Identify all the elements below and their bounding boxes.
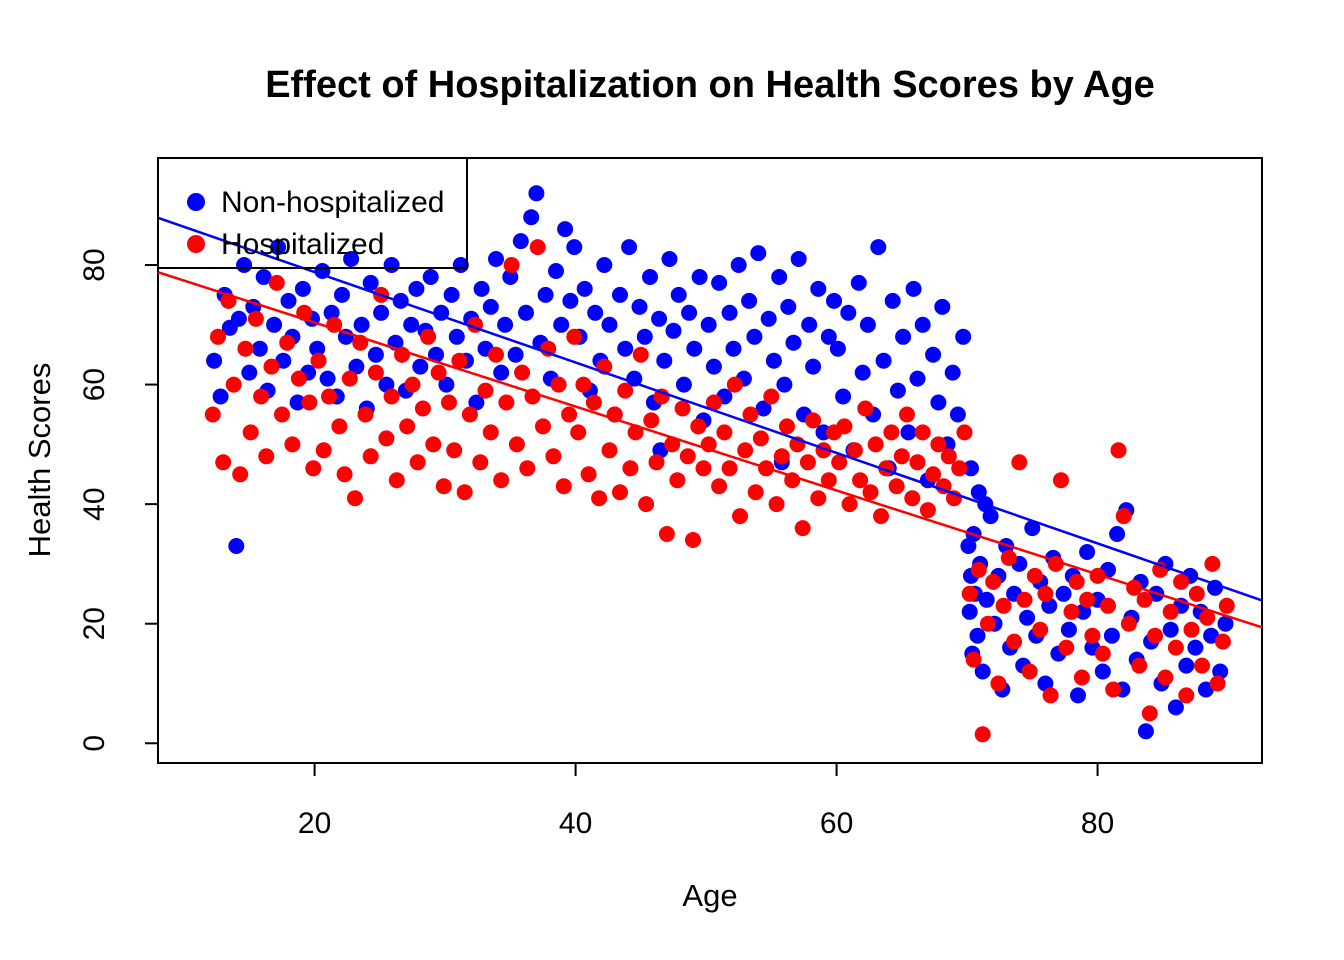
data-point — [444, 287, 460, 303]
data-point — [1079, 592, 1095, 608]
data-point — [1011, 454, 1027, 470]
data-point — [810, 281, 826, 297]
data-point — [472, 454, 488, 470]
data-point — [1184, 622, 1200, 638]
data-point — [1210, 676, 1226, 692]
data-point — [731, 257, 747, 273]
data-point — [441, 395, 457, 411]
data-point — [906, 281, 922, 297]
data-point — [1053, 472, 1069, 488]
data-point — [612, 484, 628, 500]
data-point — [915, 424, 931, 440]
data-point — [354, 317, 370, 333]
data-point — [801, 317, 817, 333]
data-point — [706, 359, 722, 375]
legend-label-non-hospitalized: Non-hospitalized — [221, 186, 445, 219]
data-point — [1064, 604, 1080, 620]
data-point — [830, 341, 846, 357]
data-point — [840, 305, 856, 321]
data-point — [551, 377, 567, 393]
data-point — [241, 365, 257, 381]
data-point — [483, 424, 499, 440]
data-point — [581, 466, 597, 482]
data-point — [446, 442, 462, 458]
data-point — [405, 377, 421, 393]
data-point — [408, 281, 424, 297]
x-tick-label: 80 — [1080, 807, 1115, 840]
data-point — [474, 281, 490, 297]
data-point — [741, 293, 757, 309]
data-point — [337, 466, 353, 482]
data-point — [279, 335, 295, 351]
data-point — [746, 329, 762, 345]
y-tick-label: 40 — [78, 487, 111, 521]
data-point — [1061, 622, 1077, 638]
data-point — [373, 305, 389, 321]
data-point — [750, 245, 766, 261]
data-point — [305, 460, 321, 476]
data-point — [509, 436, 525, 452]
data-point — [389, 472, 405, 488]
data-point — [321, 389, 337, 405]
data-point — [966, 652, 982, 668]
data-point — [1215, 634, 1231, 650]
data-point — [538, 287, 554, 303]
data-point — [737, 442, 753, 458]
data-point — [1022, 664, 1038, 680]
data-point — [436, 478, 452, 494]
data-point — [566, 239, 582, 255]
data-point — [873, 508, 889, 524]
data-point — [368, 347, 384, 363]
data-point — [716, 424, 732, 440]
data-point — [980, 616, 996, 632]
data-point — [951, 460, 967, 476]
data-point — [786, 335, 802, 351]
data-point — [1001, 550, 1017, 566]
data-point — [1163, 622, 1179, 638]
data-point — [213, 389, 229, 405]
data-point — [462, 407, 478, 423]
data-point — [1142, 705, 1158, 721]
data-point — [1178, 687, 1194, 703]
data-point — [696, 460, 712, 476]
data-point — [1104, 628, 1120, 644]
data-point — [334, 287, 350, 303]
data-point — [910, 454, 926, 470]
data-point — [483, 299, 499, 315]
data-point — [669, 472, 685, 488]
data-point — [557, 221, 573, 237]
data-point — [774, 448, 790, 464]
data-point — [791, 251, 807, 267]
chart-title: Effect of Hospitalization on Health Scores by Age — [265, 64, 1155, 106]
data-point — [1105, 682, 1121, 698]
data-point — [566, 329, 582, 345]
data-point — [622, 460, 638, 476]
data-point — [228, 538, 244, 554]
data-point — [776, 377, 792, 393]
data-point — [291, 371, 307, 387]
data-point — [868, 436, 884, 452]
data-point — [1157, 670, 1173, 686]
data-point — [281, 293, 297, 309]
data-point — [701, 317, 717, 333]
data-point — [423, 269, 439, 285]
data-point — [855, 365, 871, 381]
data-point — [1204, 556, 1220, 572]
data-point — [431, 365, 447, 381]
data-point — [1194, 658, 1210, 674]
data-point — [895, 329, 911, 345]
data-point — [331, 418, 347, 434]
data-point — [237, 341, 253, 357]
data-point — [983, 508, 999, 524]
data-point — [726, 341, 742, 357]
data-point — [970, 628, 986, 644]
data-point — [205, 407, 221, 423]
data-point — [252, 341, 268, 357]
y-tick-label: 0 — [78, 734, 111, 752]
data-point — [883, 424, 899, 440]
data-point — [1111, 442, 1127, 458]
data-point — [535, 418, 551, 434]
data-point — [659, 526, 675, 542]
data-point — [632, 299, 648, 315]
data-point — [1109, 526, 1125, 542]
data-point — [852, 472, 868, 488]
data-point — [643, 412, 659, 428]
data-point — [587, 305, 603, 321]
data-point — [301, 395, 317, 411]
data-point — [556, 478, 572, 494]
data-point — [425, 436, 441, 452]
data-point — [269, 275, 285, 291]
data-point — [876, 353, 892, 369]
x-tick-label: 60 — [819, 807, 854, 840]
data-point — [519, 460, 535, 476]
data-point — [1163, 604, 1179, 620]
data-point — [889, 478, 905, 494]
data-point — [266, 317, 282, 333]
y-axis-ticks — [78, 248, 158, 751]
data-point — [545, 448, 561, 464]
data-point — [1121, 616, 1137, 632]
data-point — [810, 490, 826, 506]
data-point — [955, 329, 971, 345]
data-point — [403, 317, 419, 333]
data-point — [347, 490, 363, 506]
data-point — [910, 371, 926, 387]
data-point — [368, 365, 384, 381]
data-point — [210, 329, 226, 345]
data-point — [870, 239, 886, 255]
data-point — [675, 401, 691, 417]
data-point — [1187, 640, 1203, 656]
data-point — [358, 407, 374, 423]
data-point — [920, 502, 936, 518]
data-point — [320, 371, 336, 387]
data-point — [215, 454, 231, 470]
data-point — [925, 347, 941, 363]
data-point — [1084, 628, 1100, 644]
data-point — [805, 412, 821, 428]
data-point — [690, 418, 706, 434]
data-point — [680, 448, 696, 464]
data-point — [945, 365, 961, 381]
data-point — [528, 185, 544, 201]
data-point — [835, 389, 851, 405]
data-point — [930, 395, 946, 411]
data-point — [915, 317, 931, 333]
data-point — [637, 329, 653, 345]
data-point — [962, 586, 978, 602]
data-point — [780, 299, 796, 315]
data-point — [602, 317, 618, 333]
data-point — [577, 281, 593, 297]
data-point — [488, 251, 504, 267]
data-point — [530, 239, 546, 255]
data-point — [826, 293, 842, 309]
data-point — [1219, 598, 1235, 614]
y-axis-label: Health Scores — [22, 362, 57, 558]
data-point — [990, 676, 1006, 692]
data-point — [863, 484, 879, 500]
data-point — [727, 377, 743, 393]
data-point — [638, 496, 654, 512]
data-point — [769, 496, 785, 512]
data-point — [232, 466, 248, 482]
data-point — [894, 448, 910, 464]
data-point — [900, 424, 916, 440]
data-point — [1095, 646, 1111, 662]
data-point — [420, 329, 436, 345]
data-point — [498, 395, 514, 411]
data-point — [1037, 586, 1053, 602]
legend-marker-hospitalized — [187, 235, 205, 253]
data-point — [666, 323, 682, 339]
data-point — [612, 287, 628, 303]
data-point — [1147, 628, 1163, 644]
data-point — [681, 305, 697, 321]
data-point — [722, 460, 738, 476]
data-point — [941, 448, 957, 464]
data-point — [1173, 574, 1189, 590]
data-point — [711, 478, 727, 494]
data-point — [449, 329, 465, 345]
data-point — [570, 424, 586, 440]
data-point — [1032, 622, 1048, 638]
data-point — [575, 377, 591, 393]
data-point — [1131, 658, 1147, 674]
data-point — [671, 287, 687, 303]
data-point — [753, 430, 769, 446]
trend-line — [158, 218, 1262, 601]
data-point — [561, 407, 577, 423]
data-point — [686, 341, 702, 357]
data-point — [985, 574, 1001, 590]
data-point — [722, 305, 738, 321]
data-point — [904, 490, 920, 506]
data-point — [415, 401, 431, 417]
data-point — [692, 269, 708, 285]
data-point — [1116, 508, 1132, 524]
data-point — [957, 424, 973, 440]
y-tick-label: 60 — [78, 367, 111, 402]
data-point — [548, 263, 564, 279]
data-point — [457, 484, 473, 500]
data-point — [1043, 687, 1059, 703]
data-point — [662, 251, 678, 267]
data-point — [1070, 687, 1086, 703]
x-tick-label: 40 — [558, 807, 593, 840]
data-point — [642, 269, 658, 285]
legend-label-hospitalized: Hospitalized — [221, 228, 385, 261]
data-point — [1095, 664, 1111, 680]
x-axis-ticks — [298, 763, 1114, 840]
data-point — [378, 430, 394, 446]
data-point — [766, 353, 782, 369]
data-point — [412, 359, 428, 375]
data-point — [1017, 592, 1033, 608]
data-point — [226, 377, 242, 393]
legend — [158, 158, 467, 268]
data-point — [399, 418, 415, 434]
data-point — [596, 257, 612, 273]
data-point — [295, 281, 311, 297]
data-point — [1168, 699, 1184, 715]
data-point — [795, 520, 811, 536]
data-point — [274, 407, 290, 423]
data-point — [971, 562, 987, 578]
data-point — [805, 359, 821, 375]
data-point — [206, 353, 222, 369]
y-tick-label: 80 — [78, 248, 111, 282]
data-point — [763, 389, 779, 405]
data-point — [771, 269, 787, 285]
data-point — [1056, 586, 1072, 602]
data-point — [518, 305, 534, 321]
data-point — [1069, 574, 1085, 590]
data-point — [231, 311, 247, 327]
data-point — [934, 299, 950, 315]
data-point — [617, 383, 633, 399]
data-point — [656, 353, 672, 369]
data-point — [1079, 544, 1095, 560]
data-point — [633, 347, 649, 363]
data-point — [493, 365, 509, 381]
data-point — [857, 401, 873, 417]
data-point — [493, 472, 509, 488]
data-point — [553, 317, 569, 333]
data-point — [761, 311, 777, 327]
data-point — [851, 275, 867, 291]
data-point — [1074, 670, 1090, 686]
data-point — [1006, 634, 1022, 650]
data-point — [979, 592, 995, 608]
data-point — [248, 311, 264, 327]
data-point — [497, 317, 513, 333]
data-point — [478, 383, 494, 399]
data-point — [1189, 586, 1205, 602]
data-point — [384, 389, 400, 405]
data-point — [264, 359, 280, 375]
data-point — [258, 448, 274, 464]
data-point — [284, 436, 300, 452]
data-point — [253, 389, 269, 405]
x-tick-label: 20 — [297, 807, 332, 840]
data-point — [975, 726, 991, 742]
data-point — [685, 532, 701, 548]
data-point — [779, 418, 795, 434]
data-point — [488, 347, 504, 363]
data-point — [591, 490, 607, 506]
data-point — [962, 604, 978, 620]
data-point — [711, 275, 727, 291]
data-point — [950, 407, 966, 423]
data-point — [847, 442, 863, 458]
data-point — [732, 508, 748, 524]
data-point — [860, 317, 876, 333]
data-point — [621, 239, 637, 255]
data-point — [649, 454, 665, 470]
legend-marker-non-hospitalized — [187, 193, 205, 211]
data-point — [1027, 568, 1043, 584]
data-point — [748, 484, 764, 500]
data-point — [1138, 723, 1154, 739]
data-point — [342, 371, 358, 387]
data-point — [514, 365, 530, 381]
data-point — [617, 341, 633, 357]
data-point — [890, 383, 906, 399]
data-point — [1058, 640, 1074, 656]
data-point — [513, 233, 529, 249]
data-point — [363, 448, 379, 464]
data-point — [504, 257, 520, 273]
data-point — [996, 598, 1012, 614]
data-point — [523, 209, 539, 225]
data-point — [1168, 640, 1184, 656]
data-point — [586, 395, 602, 411]
data-point — [311, 353, 327, 369]
data-point — [1178, 658, 1194, 674]
data-point — [508, 347, 524, 363]
data-point — [676, 377, 692, 393]
x-axis-label: Age — [682, 878, 738, 913]
data-point — [602, 442, 618, 458]
data-point — [836, 418, 852, 434]
data-point — [316, 442, 332, 458]
y-tick-label: 20 — [78, 607, 111, 641]
data-point — [384, 257, 400, 273]
data-point — [410, 454, 426, 470]
data-point — [899, 407, 915, 423]
data-point — [800, 454, 816, 470]
data-point — [842, 496, 858, 512]
data-point — [1100, 598, 1116, 614]
data-point — [562, 293, 578, 309]
data-point — [651, 311, 667, 327]
data-point — [885, 293, 901, 309]
data-point — [1137, 592, 1153, 608]
data-point — [243, 424, 259, 440]
data-point — [1019, 610, 1035, 626]
